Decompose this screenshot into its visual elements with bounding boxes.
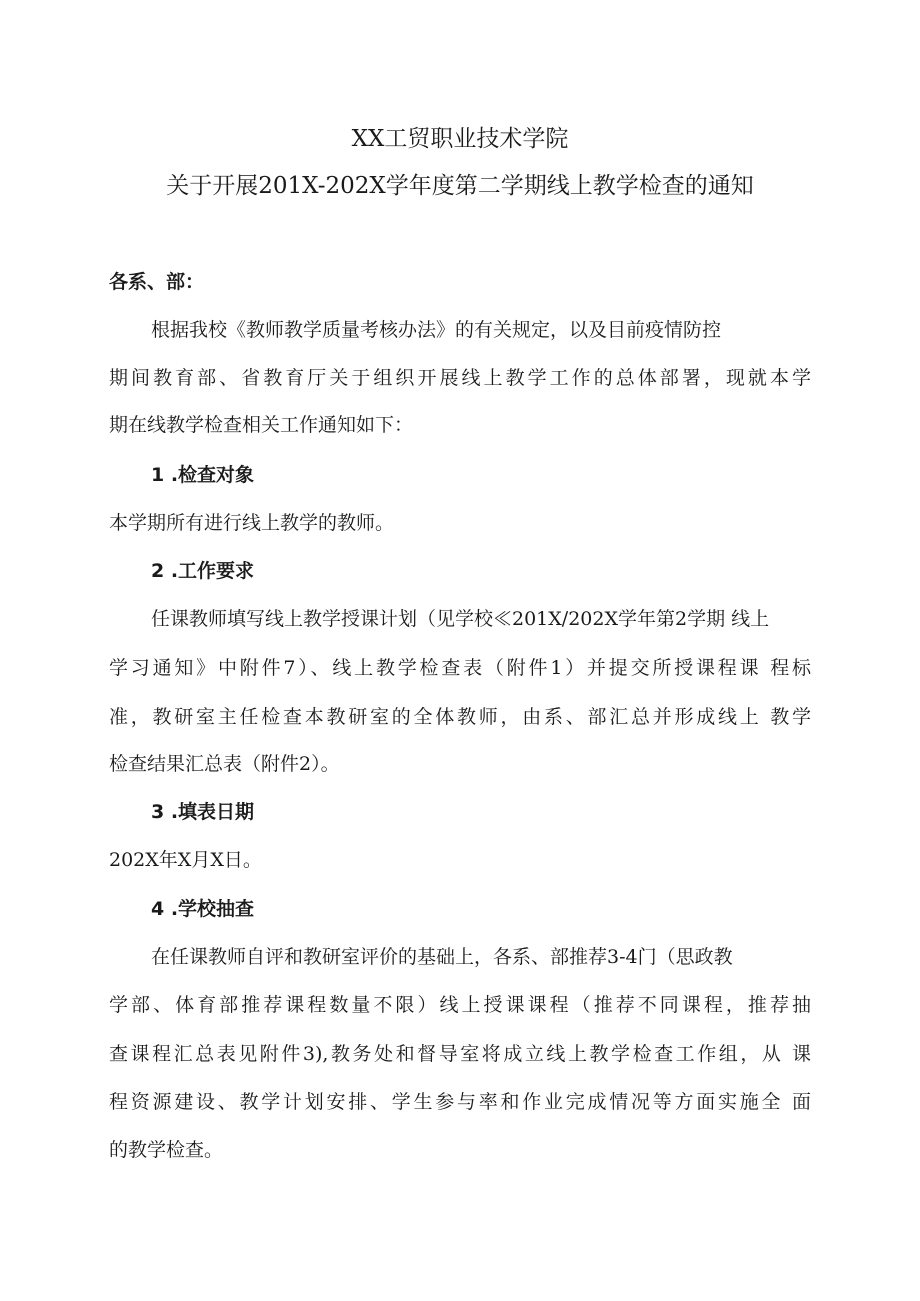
section-1-heading: 1 .检查对象: [151, 464, 255, 486]
section-3-line-1: 202X年X月X日。: [109, 849, 262, 871]
section-4-line-5: 的教学检查。: [109, 1139, 224, 1161]
section-2-line-2: 学习通知》中附件7）、线上教学检查表（附件1）并提交所授课程课 程标: [109, 657, 811, 679]
section-2-line-3: 准，教研室主任检查本教研室的全体教师，由系、部汇总并形成线上 教学: [109, 706, 811, 728]
document-title-line2: 关于开展201X-202X学年度第二学期线上教学检查的通知: [166, 173, 754, 199]
intro-line-3: 期在线教学检查相关工作通知如下：: [109, 414, 414, 436]
section-1-line-1: 本学期所有进行线上教学的教师。: [109, 512, 395, 534]
section-4-line-4: 程资源建设、教学计划安排、学生参与率和作业完成情况等方面实施全 面: [109, 1091, 811, 1113]
section-4-line-2: 学部、体育部推荐课程数量不限）线上授课课程（推荐不同课程，推荐抽: [109, 994, 811, 1016]
section-3-heading: 3 .填表日期: [151, 801, 255, 823]
intro-line-1: 根据我校《教师教学质量考核办法》的有关规定，以及目前疫情防控: [151, 319, 722, 341]
section-4-line-1: 在任课教师自评和教研室评价的基础上，各系、部推荐3-4门（思政教: [151, 946, 733, 968]
section-2-heading: 2 .工作要求: [151, 560, 255, 582]
section-2-line-4: 检查结果汇总表（附件2）。: [109, 753, 340, 775]
document-title-line1: XX工贸职业技术学院: [351, 126, 569, 152]
section-2-line-1: 任课教师填写线上教学授课计划（见学校≪201X∕202X学年第2学期 线上: [151, 608, 770, 630]
intro-line-2: 期间教育部、省教育厅关于组织开展线上教学工作的总体部署，现就本学: [109, 367, 811, 389]
section-4-line-3: 查课程汇总表见附件3),教务处和督导室将成立线上教学检查工作组，从 课: [109, 1043, 811, 1065]
salutation: 各系、部：: [109, 271, 205, 293]
section-4-heading: 4 .学校抽查: [151, 898, 255, 920]
